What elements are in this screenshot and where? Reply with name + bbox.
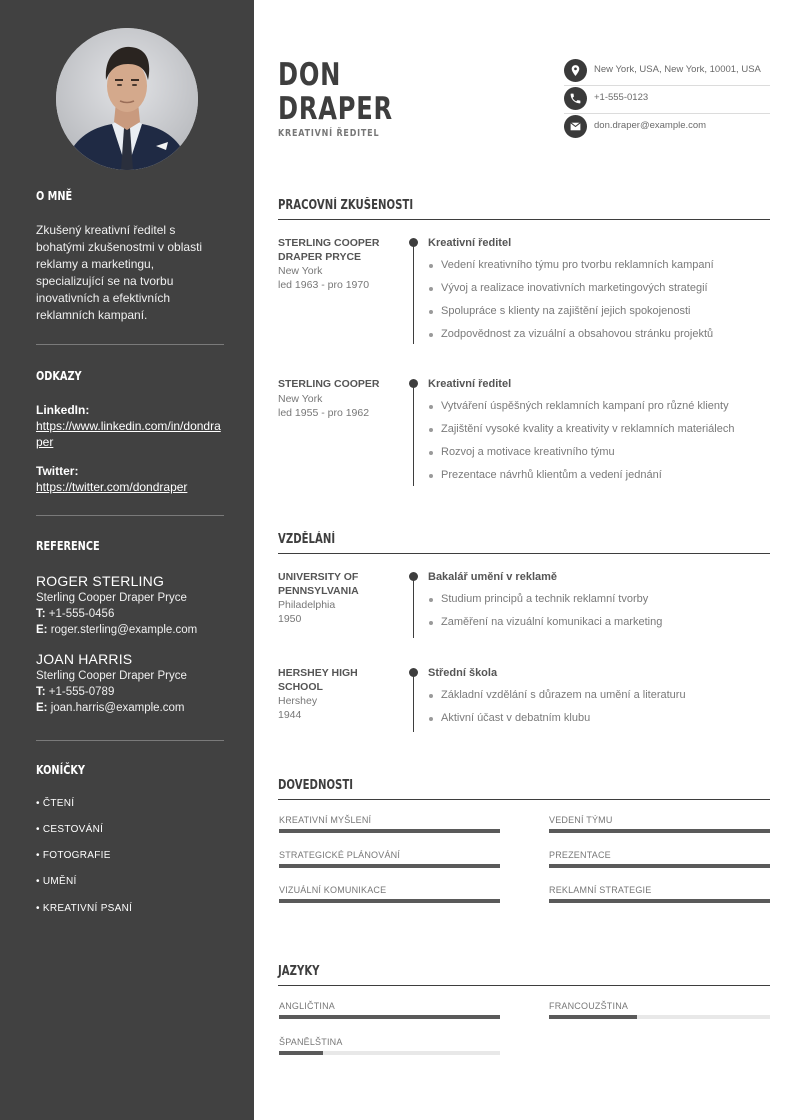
education-location: Hershey [278,695,318,707]
education-location: Philadelphia [278,599,336,611]
profile-photo [56,28,198,170]
reference-company: Sterling Cooper Draper Pryce [36,670,187,682]
section-rule [278,219,770,220]
sidebar [0,0,254,1120]
education-degree: Střední škola [428,667,498,679]
skill-item [279,849,500,868]
contact-phone-text: +1-555-0123 [594,92,649,103]
skill-bar-track [279,864,500,868]
experience-location: New York [278,392,323,405]
reference-name: ROGER STERLING [36,573,165,589]
reference-email-value: roger.sterling@example.com [50,624,198,636]
education-bullets [428,588,773,634]
skill-label: VEDENÍ TÝMU [549,815,613,825]
experience-entry-meta [278,237,388,292]
language-bar-fill [279,1015,500,1019]
references-title: REFERENCE [36,538,100,553]
bullet-item: Vytváření úspěšných reklamních kampaní pro různé klienty [428,395,773,418]
skill-bar-fill [279,864,500,868]
bullet-item: Základní vzdělání s důrazem na umění a literaturu [428,684,773,707]
language-bar-track [549,1015,770,1019]
link-label: LinkedIn: [36,403,90,417]
timeline-line [413,672,414,732]
timeline-dot [409,668,418,677]
skills-title: DOVEDNOSTI [278,778,354,793]
education-entry-meta [278,667,388,722]
twitter-link[interactable]: https://twitter.com/dondraper [36,480,188,494]
reference-email [36,622,224,638]
language-bar-fill [279,1051,323,1055]
bullet-item: Aktivní účast v debatním klubu [428,707,773,730]
skill-item [279,884,500,903]
bullet-item: Spolupráce s klienty na zajištění jejich spokojenosti [428,300,773,323]
timeline-line [413,242,414,344]
sidebar-divider [36,740,224,741]
experience-bullets [428,254,773,346]
skill-bar-fill [279,829,500,833]
skill-item [549,884,770,903]
skill-label: KREATIVNÍ MYŠLENÍ [279,815,372,825]
education-title: VZDĚLÁNÍ [278,532,336,547]
timeline-dot [409,572,418,581]
hobby-item: • ČTENÍ [36,798,75,809]
bullet-item: Zodpovědnost za vizuální a obsahovou stránku projektů [428,323,773,346]
name-last: DRAPER [278,91,393,127]
education-entry-details [428,570,773,634]
location-pin-icon [564,59,587,82]
hobby-item: • KREATIVNÍ PSANÍ [36,903,133,914]
language-bar-track [279,1015,500,1019]
timeline-line [413,576,414,638]
link-label: Twitter: [36,464,79,478]
language-label: FRANCOUZŠTINA [549,1001,629,1011]
hobby-item: • FOTOGRAFIE [36,850,111,861]
reference-email [36,700,224,716]
links-title: ODKAZY [36,368,82,383]
profile-portrait-image [56,28,198,170]
bullet-item: Vývoj a realizace inovativních marketingových strategií [428,277,773,300]
education-org: UNIVERSITY OF PENNSYLVANIA [278,571,359,597]
bullet-item: Zaměření na vizuální komunikaci a marketing [428,611,773,634]
skill-item [279,814,500,833]
skill-bar-fill [279,899,500,903]
education-entry-details [428,666,773,730]
language-label: ANGLIČTINA [279,1001,336,1011]
education-entry-meta [278,571,388,626]
bullet-item: Studium principů a technik reklamní tvorby [428,588,773,611]
skill-item [549,849,770,868]
language-bar-track [279,1051,500,1055]
hobby-item: • UMĚNÍ [36,876,77,887]
skill-bar-track [279,899,500,903]
reference-phone-value: +1-555-0789 [48,686,115,698]
reference-phone [36,684,224,700]
education-degree: Bakalář umění v reklamě [428,571,558,583]
envelope-icon [564,115,587,138]
contact-email [564,114,770,142]
experience-entry-meta [278,378,388,420]
experience-position: Kreativní ředitel [428,378,512,390]
language-bar-fill [549,1015,637,1019]
reference-company: Sterling Cooper Draper Pryce [36,592,187,604]
language-label: ŠPANĚLŠTINA [279,1037,343,1047]
name-first: DON [278,57,342,93]
reference-item [36,650,224,716]
sidebar-divider [36,515,224,516]
education-period: 1944 [278,709,302,721]
contact-address [564,58,770,86]
skill-item [549,814,770,833]
skill-bar-fill [549,899,770,903]
link-twitter [36,463,224,495]
section-rule [278,985,770,986]
reference-name: JOAN HARRIS [36,651,133,667]
experience-org: STERLING COOPER DRAPER PRYCE [278,237,380,263]
reference-phone [36,606,224,622]
experience-period: led 1963 - pro 1970 [278,279,370,291]
reference-email-label: E: [36,624,48,636]
skill-bar-fill [549,829,770,833]
reference-email-label: E: [36,702,48,714]
language-item [279,1036,500,1055]
section-rule [278,553,770,554]
skill-label: VIZUÁLNÍ KOMUNIKACE [279,885,387,895]
reference-phone-label: T: [36,608,46,620]
language-item [549,1000,770,1019]
reference-phone-value: +1-555-0456 [48,608,115,620]
education-period: 1950 [278,613,302,625]
experience-title: PRACOVNÍ ZKUŠENOSTI [278,198,414,213]
experience-bullets [428,395,773,487]
link-linkedin [36,402,224,450]
language-item [279,1000,500,1019]
skill-label: PREZENTACE [549,850,611,860]
skill-label: REKLAMNÍ STRATEGIE [549,885,652,895]
contact-phone [564,86,770,114]
experience-period: led 1955 - pro 1962 [278,406,370,419]
skill-bar-track [549,864,770,868]
timeline-dot [409,238,418,247]
skill-bar-track [549,899,770,903]
bullet-item: Zajištění vysoké kvality a kreativity v reklamních materiálech [428,418,773,441]
experience-position: Kreativní ředitel [428,237,512,249]
timeline-line [413,383,414,486]
job-title: KREATIVNÍ ŘEDITEL [278,128,380,139]
experience-entry-details [428,377,773,487]
timeline-dot [409,379,418,388]
skill-bar-track [549,829,770,833]
phone-icon [564,87,587,110]
sidebar-divider [36,344,224,345]
contact-email-text[interactable]: don.draper@example.com [594,120,707,131]
skill-bar-fill [549,864,770,868]
section-rule [278,799,770,800]
skill-label: STRATEGICKÉ PLÁNOVÁNÍ [279,850,401,860]
experience-location: New York [278,265,323,277]
bullet-item: Vedení kreativního týmu pro tvorbu reklamních kampaní [428,254,773,277]
reference-item [36,572,224,638]
contact-address-text: New York, USA, New York, 10001, USA [594,64,761,75]
reference-email-value: joan.harris@example.com [50,702,185,714]
hobbies-title: KONÍČKY [36,762,85,777]
bullet-item: Prezentace návrhů klientům a vedení jednání [428,464,773,487]
skill-bar-track [279,829,500,833]
education-org: HERSHEY HIGH SCHOOL [278,667,358,693]
bullet-item: Rozvoj a motivace kreativního týmu [428,441,773,464]
experience-org: STERLING COOPER [278,378,380,390]
reference-phone-label: T: [36,686,46,698]
languages-title: JAZYKY [278,964,320,979]
experience-entry-details [428,236,773,346]
education-bullets [428,684,773,730]
about-title: O MNĚ [36,188,73,203]
linkedin-link[interactable]: https://www.linkedin.com/in/dondraper [36,419,221,449]
about-text: Zkušený kreativní ředitel s bohatými zkušenostmi v oblasti reklamy a marketingu, specializující se na tvorbu inovativních a efektivních reklamních kampaní. [36,223,203,322]
hobby-item: • CESTOVÁNÍ [36,824,104,835]
